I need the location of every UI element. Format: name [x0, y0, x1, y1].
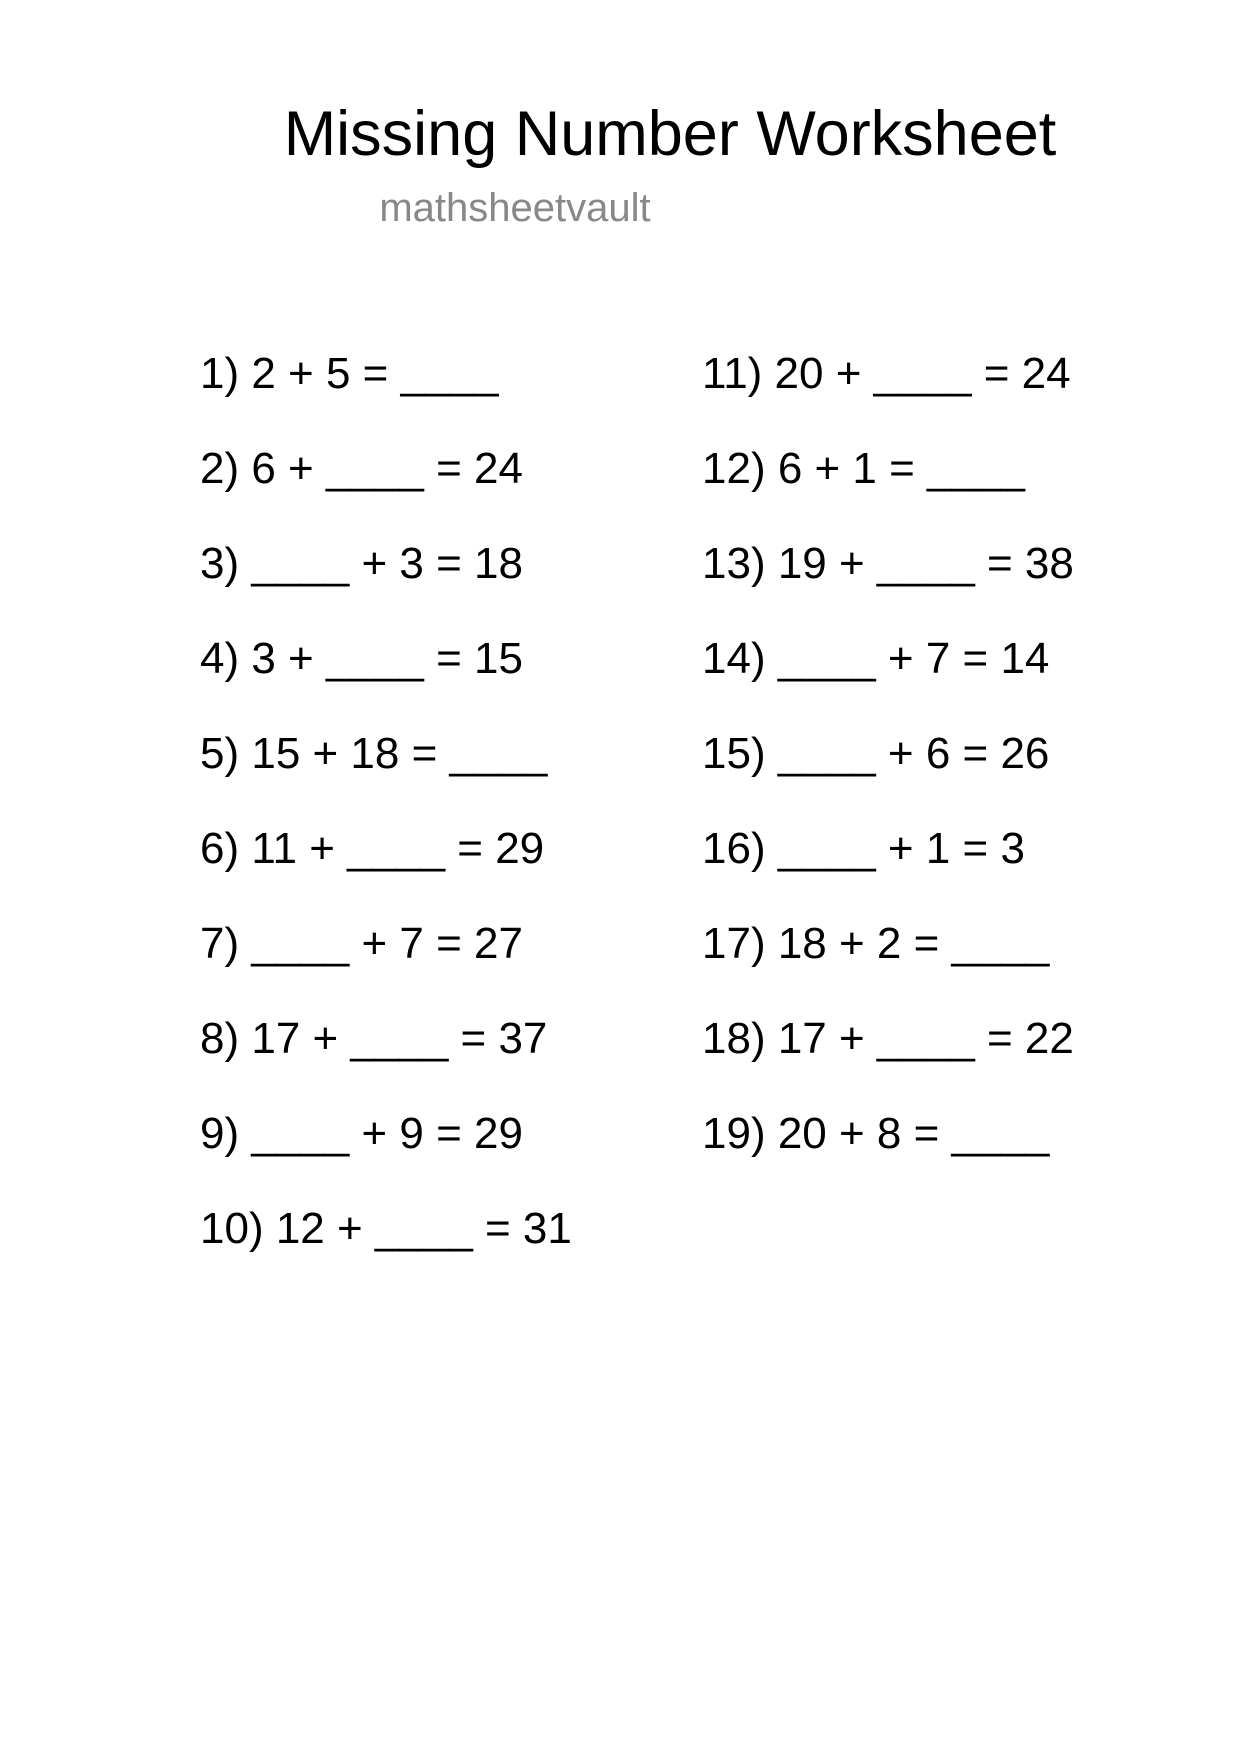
problem-19: 19) 20 + 8 = ____ — [702, 1109, 1050, 1158]
problem-17: 17) 18 + 2 = ____ — [702, 919, 1050, 968]
problem-6: 6) 11 + ____ = 29 — [200, 824, 545, 873]
problem-11: 11) 20 + ____ = 24 — [702, 349, 1071, 398]
problem-4: 4) 3 + ____ = 15 — [200, 634, 523, 683]
problem-10: 10) 12 + ____ = 31 — [200, 1204, 572, 1253]
problems-left-column — [200, 348, 572, 1298]
problem-3: 3) ____ + 3 = 18 — [200, 539, 523, 588]
problem-7: 7) ____ + 7 = 27 — [200, 919, 523, 968]
problem-16: 16) ____ + 1 = 3 — [702, 824, 1025, 873]
problem-8: 8) 17 + ____ = 37 — [200, 1014, 548, 1063]
problem-14: 14) ____ + 7 = 14 — [702, 634, 1050, 683]
problems-right-column — [702, 348, 1074, 1203]
worksheet-title: Missing Number Worksheet — [283, 99, 1057, 169]
problem-5: 5) 15 + 18 = ____ — [200, 729, 548, 778]
problem-2: 2) 6 + ____ = 24 — [200, 444, 523, 493]
problem-9: 9) ____ + 9 = 29 — [200, 1109, 523, 1158]
problem-15: 15) ____ + 6 = 26 — [702, 729, 1050, 778]
problem-18: 18) 17 + ____ = 22 — [702, 1014, 1074, 1063]
problem-13: 13) 19 + ____ = 38 — [702, 539, 1074, 588]
problem-12: 12) 6 + 1 = ____ — [702, 444, 1025, 493]
worksheet-source: mathsheetvault — [379, 186, 651, 230]
problem-1: 1) 2 + 5 = ____ — [200, 349, 499, 398]
